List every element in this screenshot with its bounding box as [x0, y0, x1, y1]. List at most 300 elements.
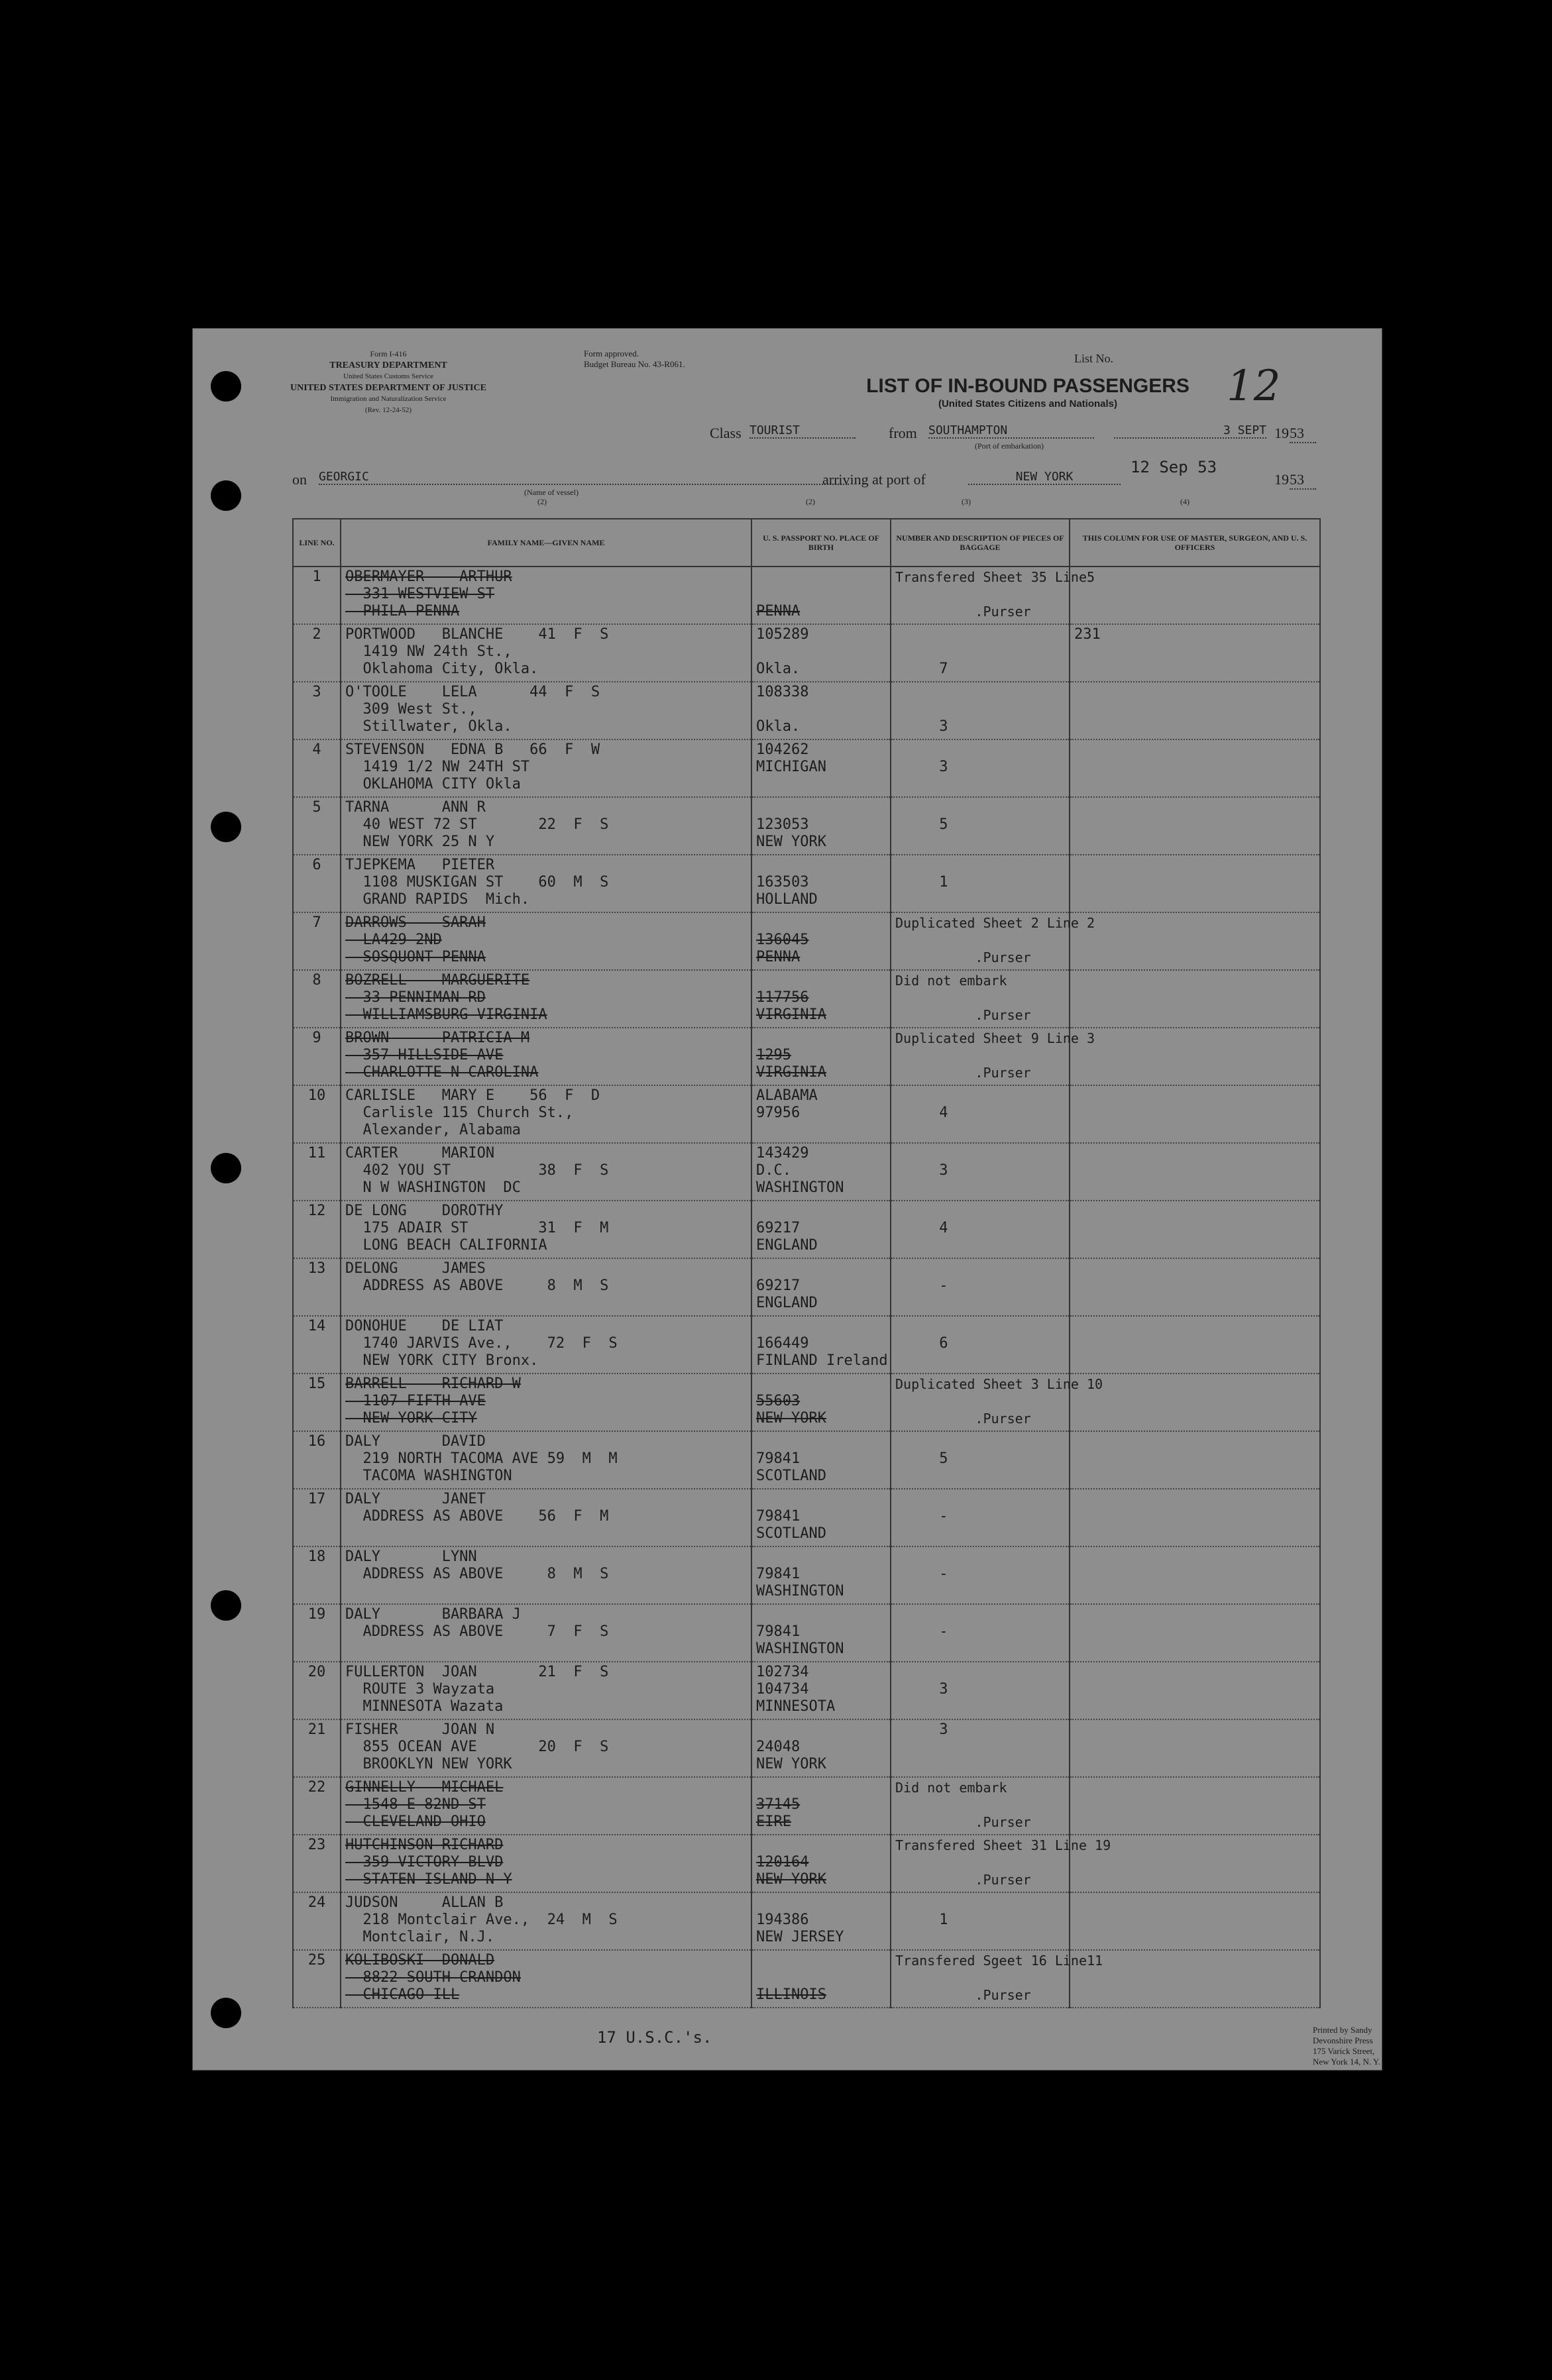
passenger-name-address-text: DE LONG DOROTHY 175 ADAIR ST 31 F M LONG BEACH CALIFORNIA: [345, 1203, 609, 1254]
line-number-text: 21: [307, 1721, 326, 1738]
baggage-count-text: 3: [939, 718, 948, 735]
table-row: [293, 1546, 1320, 1604]
passport-birthplace-text: 104262 MICHIGAN: [756, 741, 826, 775]
col-line: LINE NO.: [293, 519, 341, 567]
passenger-name-address-text: TARNA ANN R 40 WEST 72 ST 22 F S NEW YORK 25 N Y: [345, 799, 609, 850]
line-number: [293, 1316, 341, 1374]
col-baggage: NUMBER AND DESCRIPTION OF PIECES OF BAGGAGE: [891, 519, 1070, 567]
revision-label: (Rev. 12-24-52): [364, 406, 412, 414]
passenger-name-address: [341, 1662, 751, 1719]
line-number-text: 17: [307, 1491, 326, 1507]
table-row: [293, 970, 1320, 1028]
baggage-count: [891, 912, 1095, 970]
baggage-count-text: -: [939, 1508, 948, 1525]
passport-birthplace-text: 55603 NEW YORK: [756, 1393, 826, 1427]
line-number-text: 14: [307, 1318, 326, 1334]
table-row: [293, 855, 1320, 912]
customs-label: United States Customs Service: [343, 372, 433, 380]
agency-header: [279, 349, 498, 416]
embarkation-caption: (Port of embarkation): [975, 441, 1044, 451]
table-row: [293, 912, 1320, 970]
line-number-text: 7: [312, 914, 321, 931]
baggage-count: [891, 1201, 1070, 1258]
passenger-name-address: [341, 1201, 751, 1258]
passport-birthplace-text: 120164 NEW YORK: [756, 1854, 826, 1888]
passport-birthplace: [751, 1719, 891, 1777]
passenger-name-address: [341, 1431, 751, 1489]
line-number: [293, 855, 341, 912]
passport-birthplace: [751, 1258, 891, 1316]
passport-birthplace: [751, 855, 891, 912]
passenger-name-address-text: FISHER JOAN N 855 OCEAN AVE 20 F S BROOKLYN NEW YORK: [345, 1721, 609, 1772]
vessel-name: GEORGIC: [319, 470, 849, 485]
officer-note: [1070, 1431, 1320, 1489]
passport-birthplace: [751, 739, 891, 797]
passport-birthplace: [751, 970, 891, 1028]
baggage-count-text: -: [939, 1623, 948, 1640]
table-row: [293, 797, 1320, 855]
table-row: [293, 1662, 1320, 1719]
baggage-count-text: Transfered Sgeet 16 Line11 .Purser: [895, 1953, 1103, 2003]
passenger-name-address-text: BROWN PATRICIA M 357 HILLSIDE AVE CHARLOTTE N CAROLINA: [345, 1030, 539, 1081]
year-prefix-1: 19: [1274, 425, 1289, 441]
officer-note: [1070, 1143, 1320, 1201]
table-row: [293, 739, 1320, 797]
baggage-count-text: Did not embark .Purser: [895, 973, 1031, 1023]
passport-birthplace-text: 24048 NEW YORK: [756, 1739, 826, 1772]
table-row: [293, 624, 1320, 682]
binder-hole: [211, 812, 241, 842]
passport-birthplace-text: ALABAMA 97956: [756, 1087, 818, 1121]
passenger-name-address: [341, 1546, 751, 1604]
line-number: [293, 1201, 341, 1258]
passport-birthplace-text: 79841 WASHINGTON: [756, 1566, 844, 1599]
baggage-count: [891, 567, 1095, 624]
passport-birthplace-text: 123053 NEW YORK: [756, 816, 826, 850]
officer-note: [1070, 1892, 1320, 1950]
line-number-text: 5: [312, 799, 321, 816]
officer-note: [1070, 970, 1320, 1028]
passenger-name-address: [341, 1604, 751, 1662]
passport-birthplace: [751, 624, 891, 682]
line-number: [293, 1835, 341, 1892]
line-number: [293, 912, 341, 970]
line-number-text: 1: [312, 568, 321, 585]
officer-note: [1070, 1374, 1320, 1431]
passport-birthplace-text: 194386 NEW JERSEY: [756, 1912, 844, 1945]
passport-birthplace-text: 37145 EIRE: [756, 1796, 801, 1830]
baggage-count: [891, 1028, 1095, 1085]
passenger-name-address-text: DALY JANET ADDRESS AS ABOVE 56 F M: [345, 1491, 609, 1525]
table-row: [293, 682, 1320, 739]
passport-birthplace: [751, 1892, 891, 1950]
table-body: [293, 567, 1320, 2008]
passenger-name-address-text: DONOHUE DE LIAT 1740 JARVIS Ave., 72 F S NEW YORK CITY Bronx.: [345, 1318, 618, 1369]
document-subtitle: (United States Citizens and Nationals): [938, 398, 1118, 409]
form-number: Form I-416: [370, 349, 407, 358]
printer-line-2: 175 Varick Street, New York 14, N. Y.: [1313, 2046, 1380, 2067]
officer-note: [1070, 797, 1320, 855]
passport-birthplace-text: 1295 VIRGINIA: [756, 1047, 826, 1081]
passport-birthplace-text: 69217 ENGLAND: [756, 1277, 818, 1311]
line-number-text: 16: [307, 1433, 326, 1450]
officer-note: [1070, 1316, 1320, 1374]
passport-birthplace: [751, 1604, 891, 1662]
list-number-label: List No.: [1074, 352, 1114, 365]
line-number-text: 8: [312, 972, 321, 989]
passport-birthplace: [751, 1777, 891, 1835]
officer-note: [1070, 1719, 1320, 1777]
table-row: [293, 1489, 1320, 1546]
line-number: [293, 1546, 341, 1604]
line-number: [293, 1431, 341, 1489]
baggage-count: [891, 1374, 1103, 1431]
baggage-count: [891, 1085, 1070, 1143]
from-label: from: [889, 425, 917, 441]
binder-hole: [211, 371, 241, 402]
baggage-count-text: 6: [939, 1335, 948, 1352]
passenger-name-address-text: BOZRELL MARGUERITE 33 PENNIMAN RD WILLIAMSBURG VIRGINIA: [345, 972, 547, 1023]
passenger-name-address-text: O'TOOLE LELA 44 F S 309 West St., Stillwater, Okla.: [345, 684, 600, 735]
line-number-text: 18: [307, 1548, 326, 1565]
manifest-sheet: [192, 328, 1382, 2071]
passport-birthplace: [751, 1028, 891, 1085]
passport-birthplace: [751, 1431, 891, 1489]
line-number-text: 11: [307, 1145, 326, 1162]
officer-note: [1070, 1662, 1320, 1719]
line-number-text: 24: [307, 1894, 326, 1911]
baggage-count: [891, 1835, 1111, 1892]
passenger-name-address: [341, 1950, 751, 2008]
officer-note: [1070, 1604, 1320, 1662]
budget-header: [584, 349, 685, 370]
passport-birthplace-text: 79841 WASHINGTON: [756, 1623, 844, 1657]
passport-birthplace: [751, 797, 891, 855]
table-row: [293, 1143, 1320, 1201]
table-row: [293, 1719, 1320, 1777]
baggage-count: [891, 1546, 1070, 1604]
passenger-name-address: [341, 1835, 751, 1892]
table-header-row: [293, 519, 1320, 567]
officer-note: [1070, 1489, 1320, 1546]
line-number-text: 19: [307, 1606, 326, 1623]
line-number-text: 10: [307, 1087, 326, 1104]
year-prefix-2: 19: [1274, 471, 1289, 488]
embarkation-port: SOUTHAMPTON: [928, 423, 1094, 439]
line-number-text: 22: [307, 1779, 326, 1796]
passport-birthplace-text: 136045 PENNA: [756, 932, 809, 965]
officer-note: [1070, 1201, 1320, 1258]
line-number-text: 25: [307, 1952, 326, 1969]
passenger-name-address: [341, 1374, 751, 1431]
passport-birthplace: [751, 682, 891, 739]
binder-hole: [211, 1590, 241, 1621]
baggage-count-text: Did not embark .Purser: [895, 1780, 1031, 1830]
baggage-count: [891, 739, 1070, 797]
binder-hole: [211, 480, 241, 511]
line-number-text: 20: [307, 1664, 326, 1680]
passport-birthplace-text: ILLINOIS: [756, 1986, 826, 2003]
baggage-count-text: 4: [939, 1220, 948, 1236]
passenger-name-address: [341, 1028, 751, 1085]
list-number-value: 12: [1227, 362, 1281, 411]
passenger-name-address-text: BARRELL RICHARD W 1107 FIFTH AVE NEW YORK CITY: [345, 1376, 521, 1427]
col-number-4: (4): [1180, 497, 1190, 506]
budget-label: Budget Bureau No. 43-R061.: [584, 359, 685, 369]
passport-birthplace: [751, 1835, 891, 1892]
line-number: [293, 682, 341, 739]
officer-note: [1070, 567, 1320, 624]
table-row: [293, 1085, 1320, 1143]
passport-birthplace-text: 102734 104734 MINNESOTA: [756, 1664, 836, 1715]
passport-birthplace-text: 79841 SCOTLAND: [756, 1450, 826, 1484]
passenger-name-address-text: CARTER MARION 402 YOU ST 38 F S N W WASHINGTON DC: [345, 1145, 609, 1196]
officer-note: [1070, 1777, 1320, 1835]
arrival-date: 12 Sep 53: [1131, 458, 1217, 476]
table-row: [293, 1028, 1320, 1085]
baggage-count-text: 3: [939, 1162, 948, 1179]
table-row: [293, 1892, 1320, 1950]
passport-birthplace-text: 117756 VIRGINIA: [756, 989, 826, 1023]
baggage-count-text: 3: [939, 759, 948, 775]
passenger-name-address-text: JUDSON ALLAN B 218 Montclair Ave., 24 M S Montclair, N.J.: [345, 1894, 618, 1945]
passenger-name-address-text: OBERMAYER ARTHUR 331 WESTVIEW ST PHILA PENNA: [345, 568, 512, 620]
col-passport: U. S. PASSPORT NO. PLACE OF BIRTH: [751, 519, 891, 567]
passport-birthplace: [751, 1316, 891, 1374]
passenger-name-address: [341, 1489, 751, 1546]
passport-birthplace: [751, 1143, 891, 1201]
immigration-label: Immigration and Naturalization Service: [330, 395, 447, 403]
baggage-count: [891, 624, 1070, 682]
passport-birthplace: [751, 567, 891, 624]
baggage-count: [891, 1316, 1070, 1374]
passport-birthplace: [751, 1489, 891, 1546]
passenger-name-address: [341, 1892, 751, 1950]
officer-note: [1070, 855, 1320, 912]
col-number-3: (3): [962, 497, 971, 506]
passenger-name-address-text: TJEPKEMA PIETER 1108 MUSKIGAN ST 60 M S GRAND RAPIDS Mich.: [345, 857, 609, 908]
departure-date: 3 SEPT: [1114, 423, 1266, 439]
printer-line-1: Printed by Sandy Devonshire Press: [1313, 2025, 1373, 2045]
passenger-name-address-text: DALY DAVID 219 NORTH TACOMA AVE 59 M M TACOMA WASHINGTON: [345, 1433, 618, 1484]
baggage-count: [891, 1892, 1070, 1950]
printer-imprint: [1313, 2025, 1382, 2067]
baggage-count: [891, 682, 1070, 739]
baggage-count-text: Transfered Sheet 31 Line 19 .Purser: [895, 1837, 1111, 1888]
passenger-name-address-text: PORTWOOD BLANCHE 41 F S 1419 NW 24th St., Oklahoma City, Okla.: [345, 626, 609, 677]
passport-birthplace-text: PENNA: [756, 603, 801, 620]
class-value: TOURIST: [749, 423, 856, 439]
passenger-name-address: [341, 855, 751, 912]
line-number-text: 12: [307, 1203, 326, 1219]
col-officers: THIS COLUMN FOR USE OF MASTER, SURGEON, AND U. S. OFFICERS: [1070, 519, 1320, 567]
baggage-count: [891, 1950, 1103, 2008]
table-row: [293, 1835, 1320, 1892]
passenger-name-address: [341, 739, 751, 797]
baggage-count-text: -: [939, 1277, 948, 1294]
baggage-count: [891, 1662, 1070, 1719]
col-number-vessel: (2): [537, 497, 547, 506]
line-number: [293, 1662, 341, 1719]
passenger-name-address-text: KOLIBOSKI DONALD 8822 SOUTH CRANDON CHICAGO ILL: [345, 1952, 521, 2003]
baggage-count: [891, 855, 1070, 912]
baggage-count-text: Duplicated Sheet 9 Line 3 .Purser: [895, 1030, 1095, 1081]
baggage-count-text: 7: [939, 661, 948, 677]
binder-hole: [211, 1153, 241, 1183]
passenger-table: [292, 518, 1321, 2008]
line-number-text: 6: [312, 857, 321, 873]
justice-label: UNITED STATES DEPARTMENT OF JUSTICE: [290, 383, 486, 393]
line-number: [293, 797, 341, 855]
line-number-text: 3: [312, 684, 321, 700]
statute-label: 17 U.S.C.'s.: [597, 2028, 712, 2047]
line-number: [293, 1604, 341, 1662]
passenger-name-address-text: DALY LYNN ADDRESS AS ABOVE 8 M S: [345, 1548, 609, 1582]
line-number: [293, 1143, 341, 1201]
passenger-name-address-text: FULLERTON JOAN 21 F S ROUTE 3 Wayzata MINNESOTA Wazata: [345, 1664, 609, 1715]
passenger-name-address: [341, 1085, 751, 1143]
passport-birthplace-text: 69217 ENGLAND: [756, 1220, 818, 1254]
line-number: [293, 567, 341, 624]
passenger-name-address-text: DALY BARBARA J ADDRESS AS ABOVE 7 F S: [345, 1606, 609, 1640]
binder-holes: [211, 371, 250, 2041]
officer-note: [1070, 682, 1320, 739]
form-approved-label: Form approved.: [584, 349, 639, 358]
baggage-count-text: Duplicated Sheet 2 Line 2 .Purser: [895, 915, 1095, 965]
baggage-count-text: 1: [939, 1912, 948, 1928]
vessel-caption: (Name of vessel): [524, 488, 579, 497]
on-label: on: [292, 471, 307, 488]
passenger-name-address: [341, 797, 751, 855]
baggage-count-text: Transfered Sheet 35 Line5 .Purser: [895, 569, 1095, 620]
passport-birthplace: [751, 1201, 891, 1258]
passenger-name-address: [341, 1777, 751, 1835]
baggage-count: [891, 1431, 1070, 1489]
passport-birthplace: [751, 1546, 891, 1604]
passport-birthplace-text: 166449 FINLAND Ireland: [756, 1335, 888, 1369]
passenger-name-address-text: DELONG JAMES ADDRESS AS ABOVE 8 M S: [345, 1260, 609, 1294]
arrival-port: NEW YORK: [968, 470, 1121, 485]
document-title: LIST OF IN-BOUND PASSENGERS: [866, 375, 1190, 397]
passenger-name-address: [341, 1316, 751, 1374]
officer-note: [1070, 1085, 1320, 1143]
passenger-name-address-text: GINNELLY MICHAEL 1548 E 82ND ST CLEVELAND OHIO: [345, 1779, 504, 1830]
officer-note-text: 231: [1074, 626, 1101, 643]
baggage-count: [891, 1604, 1070, 1662]
officer-note: [1070, 739, 1320, 797]
line-number: [293, 970, 341, 1028]
table-row: [293, 1374, 1320, 1431]
line-number: [293, 1258, 341, 1316]
baggage-count-text: 3: [895, 1721, 948, 1738]
table-row: [293, 1316, 1320, 1374]
line-number-text: 4: [312, 741, 321, 758]
arriving-label: arriving at port of: [822, 471, 926, 488]
baggage-count: [891, 1777, 1070, 1835]
officer-note: [1070, 1950, 1320, 2008]
baggage-count-text: Duplicated Sheet 3 Line 10 .Purser: [895, 1376, 1103, 1427]
officer-note: [1070, 1258, 1320, 1316]
class-label: Class: [710, 425, 742, 441]
line-number: [293, 739, 341, 797]
table-row: [293, 1777, 1320, 1835]
passenger-name-address: [341, 1143, 751, 1201]
line-number: [293, 1892, 341, 1950]
table-row: [293, 1604, 1320, 1662]
year-suffix-2: 53: [1290, 471, 1316, 490]
officer-note: [1070, 912, 1320, 970]
passenger-name-address: [341, 1719, 751, 1777]
passport-birthplace: [751, 1085, 891, 1143]
passenger-name-address: [341, 1258, 751, 1316]
officer-note: [1070, 1028, 1320, 1085]
baggage-count-text: 5: [939, 816, 948, 833]
baggage-count-text: 5: [939, 1450, 948, 1467]
passenger-name-address-text: DARROWS SARAH LA429 2ND SOSQUONT PENNA: [345, 914, 486, 965]
officer-note: [1070, 1546, 1320, 1604]
line-number: [293, 1489, 341, 1546]
baggage-count: [891, 1719, 1070, 1777]
line-number-text: 15: [307, 1376, 326, 1392]
col-number-2: (2): [806, 497, 815, 506]
passport-birthplace-text: 163503 HOLLAND: [756, 874, 818, 908]
table-row: [293, 1950, 1320, 2008]
line-number-text: 9: [312, 1030, 321, 1046]
table-row: [293, 1258, 1320, 1316]
baggage-count: [891, 1258, 1070, 1316]
officer-note: [1070, 624, 1320, 682]
passenger-name-address-text: HUTCHINSON RICHARD 359 VICTORY BLVD STATEN ISLAND N Y: [345, 1837, 512, 1888]
passenger-name-address: [341, 970, 751, 1028]
passenger-name-address: [341, 682, 751, 739]
line-number-text: 2: [312, 626, 321, 643]
baggage-count: [891, 1143, 1070, 1201]
baggage-count-text: 1: [939, 874, 948, 891]
officer-note: [1070, 1835, 1320, 1892]
passenger-name-address-text: CARLISLE MARY E 56 F D Carlisle 115 Church St., Alexander, Alabama: [345, 1087, 600, 1138]
line-number: [293, 1028, 341, 1085]
passport-birthplace: [751, 912, 891, 970]
baggage-count: [891, 1489, 1070, 1546]
baggage-count-text: 4: [939, 1105, 948, 1121]
baggage-count: [891, 970, 1070, 1028]
line-number: [293, 1085, 341, 1143]
passport-birthplace: [751, 1374, 891, 1431]
line-number: [293, 1719, 341, 1777]
passenger-name-address: [341, 567, 751, 624]
table-row: [293, 1201, 1320, 1258]
passenger-name-address-text: STEVENSON EDNA B 66 F W 1419 1/2 NW 24TH ST OKLAHOMA CITY Okla: [345, 741, 600, 792]
line-number: [293, 1950, 341, 2008]
treasury-label: TREASURY DEPARTMENT: [329, 360, 447, 370]
passport-birthplace-text: 143429 D.C. WASHINGTON: [756, 1145, 844, 1196]
line-number: [293, 1777, 341, 1835]
passport-birthplace-text: 79841 SCOTLAND: [756, 1508, 826, 1542]
baggage-count: [891, 797, 1070, 855]
passport-birthplace: [751, 1950, 891, 2008]
baggage-count-text: 3: [939, 1681, 948, 1698]
line-number: [293, 624, 341, 682]
passport-birthplace-text: 108338 Okla.: [756, 684, 809, 735]
line-number-text: 23: [307, 1837, 326, 1853]
passenger-name-address: [341, 912, 751, 970]
passenger-name-address: [341, 624, 751, 682]
baggage-count-text: -: [939, 1566, 948, 1582]
line-number: [293, 1374, 341, 1431]
line-number-text: 13: [307, 1260, 326, 1277]
table-row: [293, 567, 1320, 624]
binder-hole: [211, 1998, 241, 2028]
